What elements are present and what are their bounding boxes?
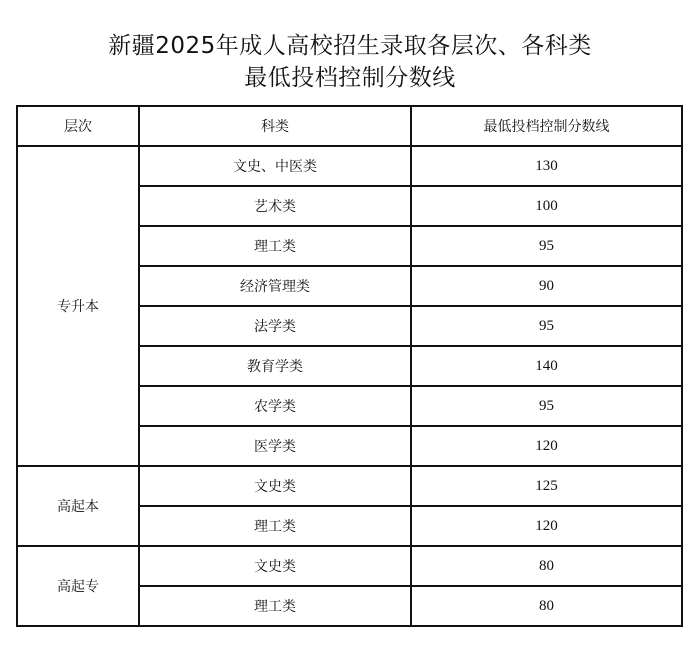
score-cell: 95: [411, 226, 682, 266]
category-cell: 文史类: [139, 546, 411, 586]
level-cell: 高起本: [17, 466, 139, 546]
header-score: 最低投档控制分数线: [411, 106, 682, 146]
table-row: [17, 146, 682, 186]
category-cell: 理工类: [139, 506, 411, 546]
title-line-1: 新疆2025年成人高校招生录取各层次、各科类: [108, 33, 592, 59]
score-cell: 120: [411, 506, 682, 546]
category-cell: 理工类: [139, 226, 411, 266]
score-cell: 140: [411, 346, 682, 386]
level-cell: 专升本: [17, 146, 139, 466]
score-table: [16, 105, 683, 627]
header-level: 层次: [17, 106, 139, 146]
category-cell: 艺术类: [139, 186, 411, 226]
score-cell: 130: [411, 146, 682, 186]
score-cell: 95: [411, 306, 682, 346]
score-cell: 95: [411, 386, 682, 426]
category-cell: 农学类: [139, 386, 411, 426]
table-header-row: [17, 106, 682, 146]
header-category: 科类: [139, 106, 411, 146]
score-cell: 120: [411, 426, 682, 466]
category-cell: 经济管理类: [139, 266, 411, 306]
category-cell: 医学类: [139, 426, 411, 466]
score-cell: 90: [411, 266, 682, 306]
page-title: [0, 30, 700, 94]
category-cell: 文史、中医类: [139, 146, 411, 186]
level-cell: 高起专: [17, 546, 139, 626]
score-cell: 80: [411, 546, 682, 586]
category-cell: 文史类: [139, 466, 411, 506]
title-line-2: 最低投档控制分数线: [244, 65, 456, 91]
table-row: [17, 466, 682, 506]
score-cell: 80: [411, 586, 682, 626]
category-cell: 法学类: [139, 306, 411, 346]
category-cell: 理工类: [139, 586, 411, 626]
score-cell: 100: [411, 186, 682, 226]
score-cell: 125: [411, 466, 682, 506]
category-cell: 教育学类: [139, 346, 411, 386]
table-row: [17, 546, 682, 586]
